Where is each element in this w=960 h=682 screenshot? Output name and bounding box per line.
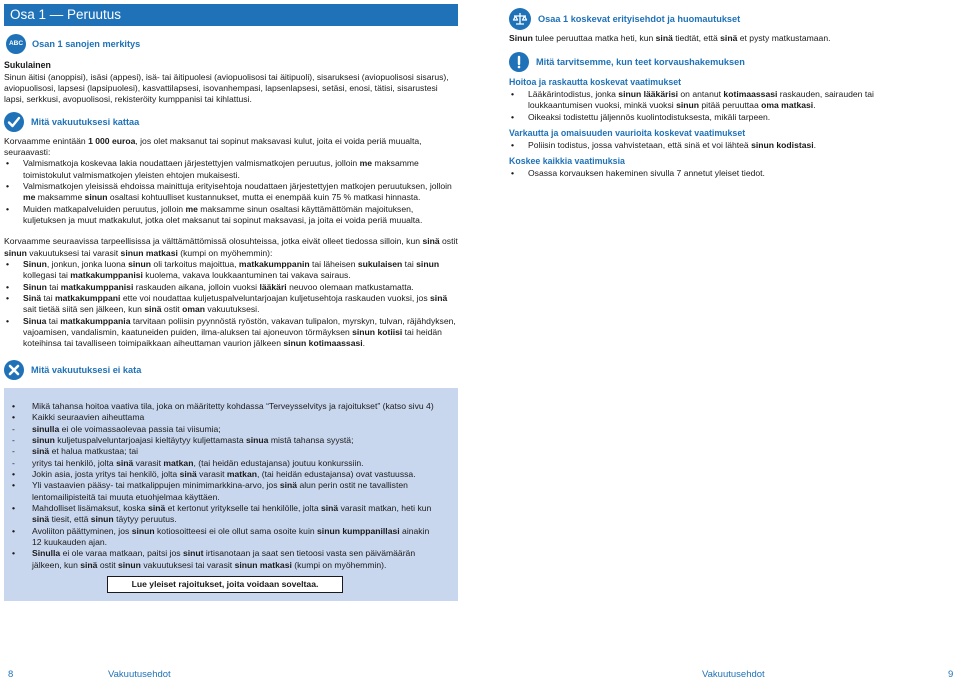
list-item: • Osassa korvauksen hakeminen sivulla 7 annetut yleiset tiedot. bbox=[509, 168, 927, 179]
theft-claims-subheading: Varkautta ja omaisuuden vaurioita koskevat vaatimukset bbox=[509, 127, 746, 138]
section-meanings-header bbox=[4, 34, 458, 54]
list-item: • Muiden matkapalveluiden peruutus, jolloin me maksamme sinun osaltasi käyttämättömän majoituksen, kuljetuksen ja muut matkakulut, jotka olet maksanut tai sopinut maksavasi, ja joita ei voida periä muualta. bbox=[4, 204, 458, 227]
cross-icon bbox=[4, 360, 24, 380]
list-item: • Avoliiton päättyminen, jos sinun kotiosoitteesi ei ole ollut sama osoite kuin sinun kumppanillasi ainakin 12 kuukauden ajan. bbox=[10, 526, 440, 549]
list-item: - sinun kuljetuspalveluntarjoajasi kieltäytyy kuljettamasta sinua mistä tahansa syystä; bbox=[10, 435, 440, 446]
checkmark-icon bbox=[4, 112, 24, 132]
list-item: • Valmismatkojen yleisissä ehdoissa mainittuja erityisehtoja noudattaen järjestettyjen matkojen peruutuksen, jolloin me maksamme sinun osaltasi kohtuulliset kustannukset, mutta ei enempää kuin 75 % matkasi hinnasta. bbox=[4, 181, 458, 204]
list-item: • Mikä tahansa hoitoa vaativa tila, joka on määritetty kohdassa “Terveysselvitys ja rajoitukset” (katso sivu 4) bbox=[10, 401, 440, 412]
list-item: • Yli vastaavien pääsy- tai matkalippujen minimimarkkina-arvo, jos sinä alun perin ostit ne tavallisten lentomailipisteitä tai muuta etuohjelmaa käyttäen. bbox=[10, 480, 440, 503]
page-number-right: 9 bbox=[948, 669, 954, 680]
list-item: • Jokin asia, josta yritys tai henkilö, jolta sinä varasit matkan, (tai heidän edustajansa) ovat vastuussa. bbox=[10, 469, 440, 480]
list-item: • Sinua tai matkakumppania tarvitaan poliisin pyynnöstä ryöstön, vakavan tulipalon, myrskyn, tulvan, räjähdyksen, vajoamisen, vandalismin, kaatuneiden puiden, ilma-aluksen tai ajoneuvon törmäyksen sinun kotiisi tai heidän koteihinsa tai tavalliseen toimipaikkaan aiheuttaman vaurion jälkeen sinun kotimaassasi. bbox=[4, 316, 458, 350]
list-item: • Kaikki seuraavien aiheuttama bbox=[10, 412, 440, 423]
list-item: • Sinun tai matkakumppanisi raskauden aikana, jolloin vuoksi lääkäri neuvoo olemaan matkustamatta. bbox=[4, 282, 458, 293]
section-meanings-heading: Osan 1 sanojen merkitys bbox=[32, 38, 141, 49]
special-text: Sinun tulee peruuttaa matka heti, kun sinä tiedtät, että sinä et pysty matkustamaan. bbox=[509, 33, 831, 43]
list-item: • Poliisin todistus, jossa vahvistetaan, että sinä et voi lähteä sinun kodistasi. bbox=[509, 140, 927, 151]
exclusions-box bbox=[4, 388, 458, 602]
all-claims-list bbox=[509, 168, 927, 179]
sukulainen-title: Sukulainen bbox=[4, 60, 51, 70]
special-heading: Osaa 1 koskevat erityisehdot ja huomautukset bbox=[538, 13, 741, 24]
notcovered-header bbox=[4, 360, 458, 380]
list-item: • Mahdolliset lisämaksut, koska sinä et kertonut yritykselle tai henkilölle, jolta sinä varasit matkan, heti kun sinä tiesit, että sinun täytyy peruutus. bbox=[10, 503, 440, 526]
list-item: - sinulla ei ole voimassaolevaa passia tai viisumia; bbox=[10, 424, 440, 435]
claim-header bbox=[509, 52, 927, 72]
all-claims-subheading: Koskee kaikkia vaatimuksia bbox=[509, 155, 625, 166]
list-item: • Sinulla ei ole varaa matkaan, paitsi jos sinut irtisanotaan ja saat sen tietoosi vasta sen päivämäärän jälkeen, kun sinä ostit sinun vakuutuksesi tai varasit sinun matkasi (kumpi on myöhemmin). bbox=[10, 548, 440, 571]
theft-claims-list bbox=[509, 140, 927, 151]
medical-claims-list bbox=[509, 89, 927, 123]
right-column bbox=[509, 8, 927, 179]
page-number-left: 8 bbox=[8, 669, 14, 680]
list-item: • Valmismatkoja koskevaa lakia noudattaen järjestettyjen valmismatkojen peruutus, jolloin me maksamme toimistokulut valmismatkojen yleisten ehtojen mukaisesti. bbox=[4, 158, 458, 181]
general-restrictions-link[interactable]: Lue yleiset rajoitukset, joita voidaan soveltaa. bbox=[107, 576, 343, 593]
list-item: • Sinä tai matkakumppani ette voi noudattaa kuljetuspalveluntarjoajan kuljetusehtoja raskauden vuoksi, jos sinä sait tietää siitä sen jälkeen, kun sinä ostit oman vakuutuksesi. bbox=[4, 293, 458, 316]
notcovered-heading: Mitä vakuutuksesi ei kata bbox=[31, 364, 142, 375]
circumstances-list bbox=[4, 259, 458, 350]
medical-claims-subheading: Hoitoa ja raskautta koskevat vaatimukset bbox=[509, 77, 682, 88]
exclusions-list bbox=[10, 401, 440, 424]
list-item: • Oikeaksi todistettu jäljennös kuolintodistuksesta, mikäli tarpeen. bbox=[509, 112, 927, 123]
covers-heading: Mitä vakuutuksesi kattaa bbox=[31, 116, 140, 127]
abc-icon: ABC bbox=[6, 34, 26, 54]
list-item: • Sinun, jonkun, jonka luona sinun oli tarkoitus majoittua, matkakumppanin tai läheisen sukulaisen tai sinun kollegasi tai matkakumppanisi kuolema, vakava loukkaantuminen tai vakava sairaus. bbox=[4, 259, 458, 282]
covers-header bbox=[4, 112, 458, 132]
sukulainen-text: Sinun äitisi (anoppisi), isäsi (appesi), isä- tai äitipuolesi (aviopuolisosi tai äitipuoli), sisaruksesi (aviopuolisosi sisarus), aviopuolisosi, lapsesi (lapsipuolesi), kasvattilapsesi, isovanhempasi, lapsenlapsesi, setäsi, enosi, tätisi, sisarustesi lapsi, serkkusi, avopuolisosi, rekisteröity kumppanisi tai kihlattusi. bbox=[4, 71, 449, 105]
list-item: - sinä et halua matkustaa; tai bbox=[10, 446, 440, 457]
claim-heading: Mitä tarvitsemme, kun teet korvaushakemuksen bbox=[536, 57, 745, 68]
footer-brand-right: Vakuutusehdot bbox=[702, 669, 765, 680]
special-header bbox=[509, 8, 927, 30]
footer-brand-left: Vakuutusehdot bbox=[108, 669, 171, 680]
exclusions-sublist bbox=[10, 424, 440, 469]
exclamation-icon bbox=[509, 52, 529, 72]
circumstances-intro: Korvaamme seuraavissa tarpeellisissa ja välttämättömissä olosuhteissa, jotka eivät olleet tiedossa silloin, kun sinä ostit sinun vakuutuksesi tai varasit sinun matkasi (kumpi on myöhemmin): bbox=[4, 236, 458, 258]
scales-icon bbox=[509, 8, 531, 30]
covers-list bbox=[4, 158, 458, 226]
list-item: - yritys tai henkilö, jolta sinä varasit matkan, (tai heidän edustajansa) joutuu konkurssiin. bbox=[10, 458, 440, 469]
left-column bbox=[4, 4, 458, 601]
list-item: • Lääkärintodistus, jonka sinun lääkärisi on antanut kotimaassasi raskauden, sairauden tai loukkaantumisen vuoksi, minkä vuoksi sinun pitää peruuttaa oma matkasi. bbox=[509, 89, 927, 112]
covers-intro: Korvaamme enintään 1 000 euroa, jos olet maksanut tai sopinut maksavasi kulut, joita ei voida periä muualta, seuraavasti: bbox=[4, 135, 422, 157]
page-title: Osa 1 — Peruutus bbox=[4, 4, 458, 26]
exclusions-list-2 bbox=[10, 469, 440, 571]
